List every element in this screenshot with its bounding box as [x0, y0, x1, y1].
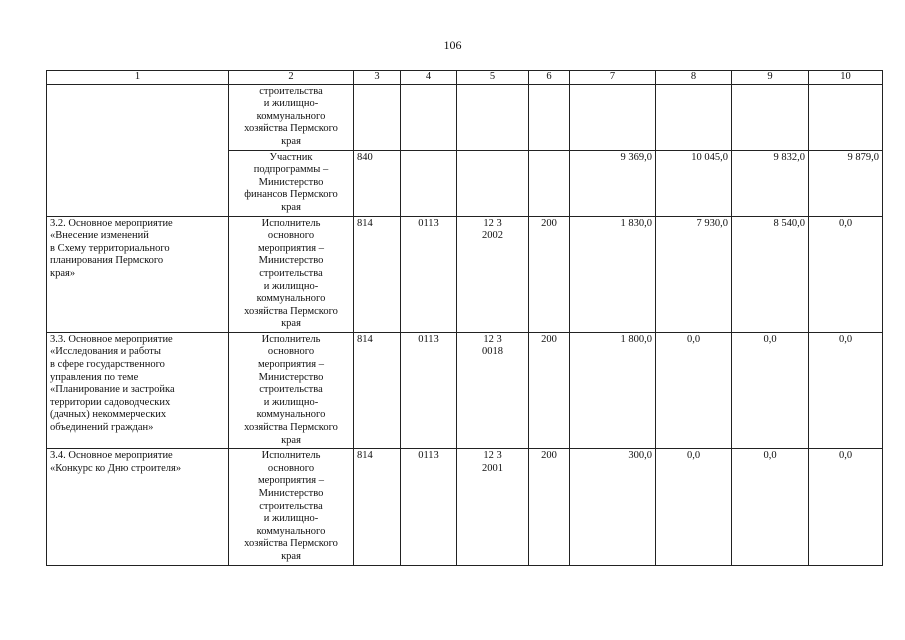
- year-value-cell: 0,0: [809, 216, 883, 332]
- section-cell: [401, 84, 457, 150]
- year-value-cell: [732, 84, 809, 150]
- column-header: 7: [570, 71, 656, 85]
- responsible-cell: Исполнитель основного мероприятия – Министерство строительства и жилищно- коммунального хозяйства Пермского края: [229, 449, 354, 565]
- activity-name-cell: [47, 84, 229, 216]
- type-cell: 200: [529, 449, 570, 565]
- year-value-cell: 0,0: [732, 332, 809, 448]
- table-row: [47, 216, 883, 332]
- grbs-cell: 814: [354, 332, 401, 448]
- activity-name-cell: 3.3. Основное мероприятие «Исследования и работы в сфере государственного управления по теме «Планирование и застройка территории садоводческих (дачных) некоммерческих объединений граждан»: [47, 332, 229, 448]
- program-table: [46, 70, 883, 566]
- column-header: 5: [457, 71, 529, 85]
- page-number: 106: [443, 38, 462, 52]
- year-value-cell: 10 045,0: [656, 150, 732, 216]
- activity-name-cell: 3.4. Основное мероприятие «Конкурс ко Дню строителя»: [47, 449, 229, 565]
- grbs-cell: 814: [354, 216, 401, 332]
- year-value-cell: 0,0: [656, 449, 732, 565]
- type-cell: [529, 84, 570, 150]
- year-value-cell: 9 832,0: [732, 150, 809, 216]
- target-cell: 12 3 2001: [457, 449, 529, 565]
- activity-name-cell: 3.2. Основное мероприятие «Внесение изменений в Схему территориального планирования Пермского края»: [47, 216, 229, 332]
- year-value-cell: 8 540,0: [732, 216, 809, 332]
- type-cell: [529, 150, 570, 216]
- year-value-cell: 0,0: [809, 449, 883, 565]
- year-value-cell: 0,0: [656, 332, 732, 448]
- table-row: [47, 84, 883, 150]
- year-value-cell: [809, 84, 883, 150]
- responsible-cell: Исполнитель основного мероприятия – Министерство строительства и жилищно- коммунального хозяйства Пермского края: [229, 332, 354, 448]
- target-cell: [457, 150, 529, 216]
- year-value-cell: 9 369,0: [570, 150, 656, 216]
- column-header: 9: [732, 71, 809, 85]
- year-value-cell: [570, 84, 656, 150]
- year-value-cell: 1 800,0: [570, 332, 656, 448]
- year-value-cell: 7 930,0: [656, 216, 732, 332]
- grbs-cell: 840: [354, 150, 401, 216]
- target-cell: [457, 84, 529, 150]
- section-cell: 0113: [401, 216, 457, 332]
- section-cell: 0113: [401, 332, 457, 448]
- year-value-cell: 300,0: [570, 449, 656, 565]
- column-header: 4: [401, 71, 457, 85]
- column-header: 2: [229, 71, 354, 85]
- responsible-cell: Участник подпрограммы – Министерство финансов Пермского края: [229, 150, 354, 216]
- type-cell: 200: [529, 332, 570, 448]
- section-cell: [401, 150, 457, 216]
- column-header: 8: [656, 71, 732, 85]
- year-value-cell: 0,0: [809, 332, 883, 448]
- column-number-row: [47, 71, 883, 85]
- responsible-cell: строительства и жилищно- коммунального хозяйства Пермского края: [229, 84, 354, 150]
- column-header: 3: [354, 71, 401, 85]
- table-row: [47, 332, 883, 448]
- year-value-cell: 0,0: [732, 449, 809, 565]
- year-value-cell: [656, 84, 732, 150]
- type-cell: 200: [529, 216, 570, 332]
- section-cell: 0113: [401, 449, 457, 565]
- year-value-cell: 9 879,0: [809, 150, 883, 216]
- grbs-cell: 814: [354, 449, 401, 565]
- table-row: [47, 449, 883, 565]
- target-cell: 12 3 0018: [457, 332, 529, 448]
- target-cell: 12 3 2002: [457, 216, 529, 332]
- grbs-cell: [354, 84, 401, 150]
- column-header: 10: [809, 71, 883, 85]
- responsible-cell: Исполнитель основного мероприятия – Министерство строительства и жилищно- коммунального хозяйства Пермского края: [229, 216, 354, 332]
- column-header: 1: [47, 71, 229, 85]
- year-value-cell: 1 830,0: [570, 216, 656, 332]
- column-header: 6: [529, 71, 570, 85]
